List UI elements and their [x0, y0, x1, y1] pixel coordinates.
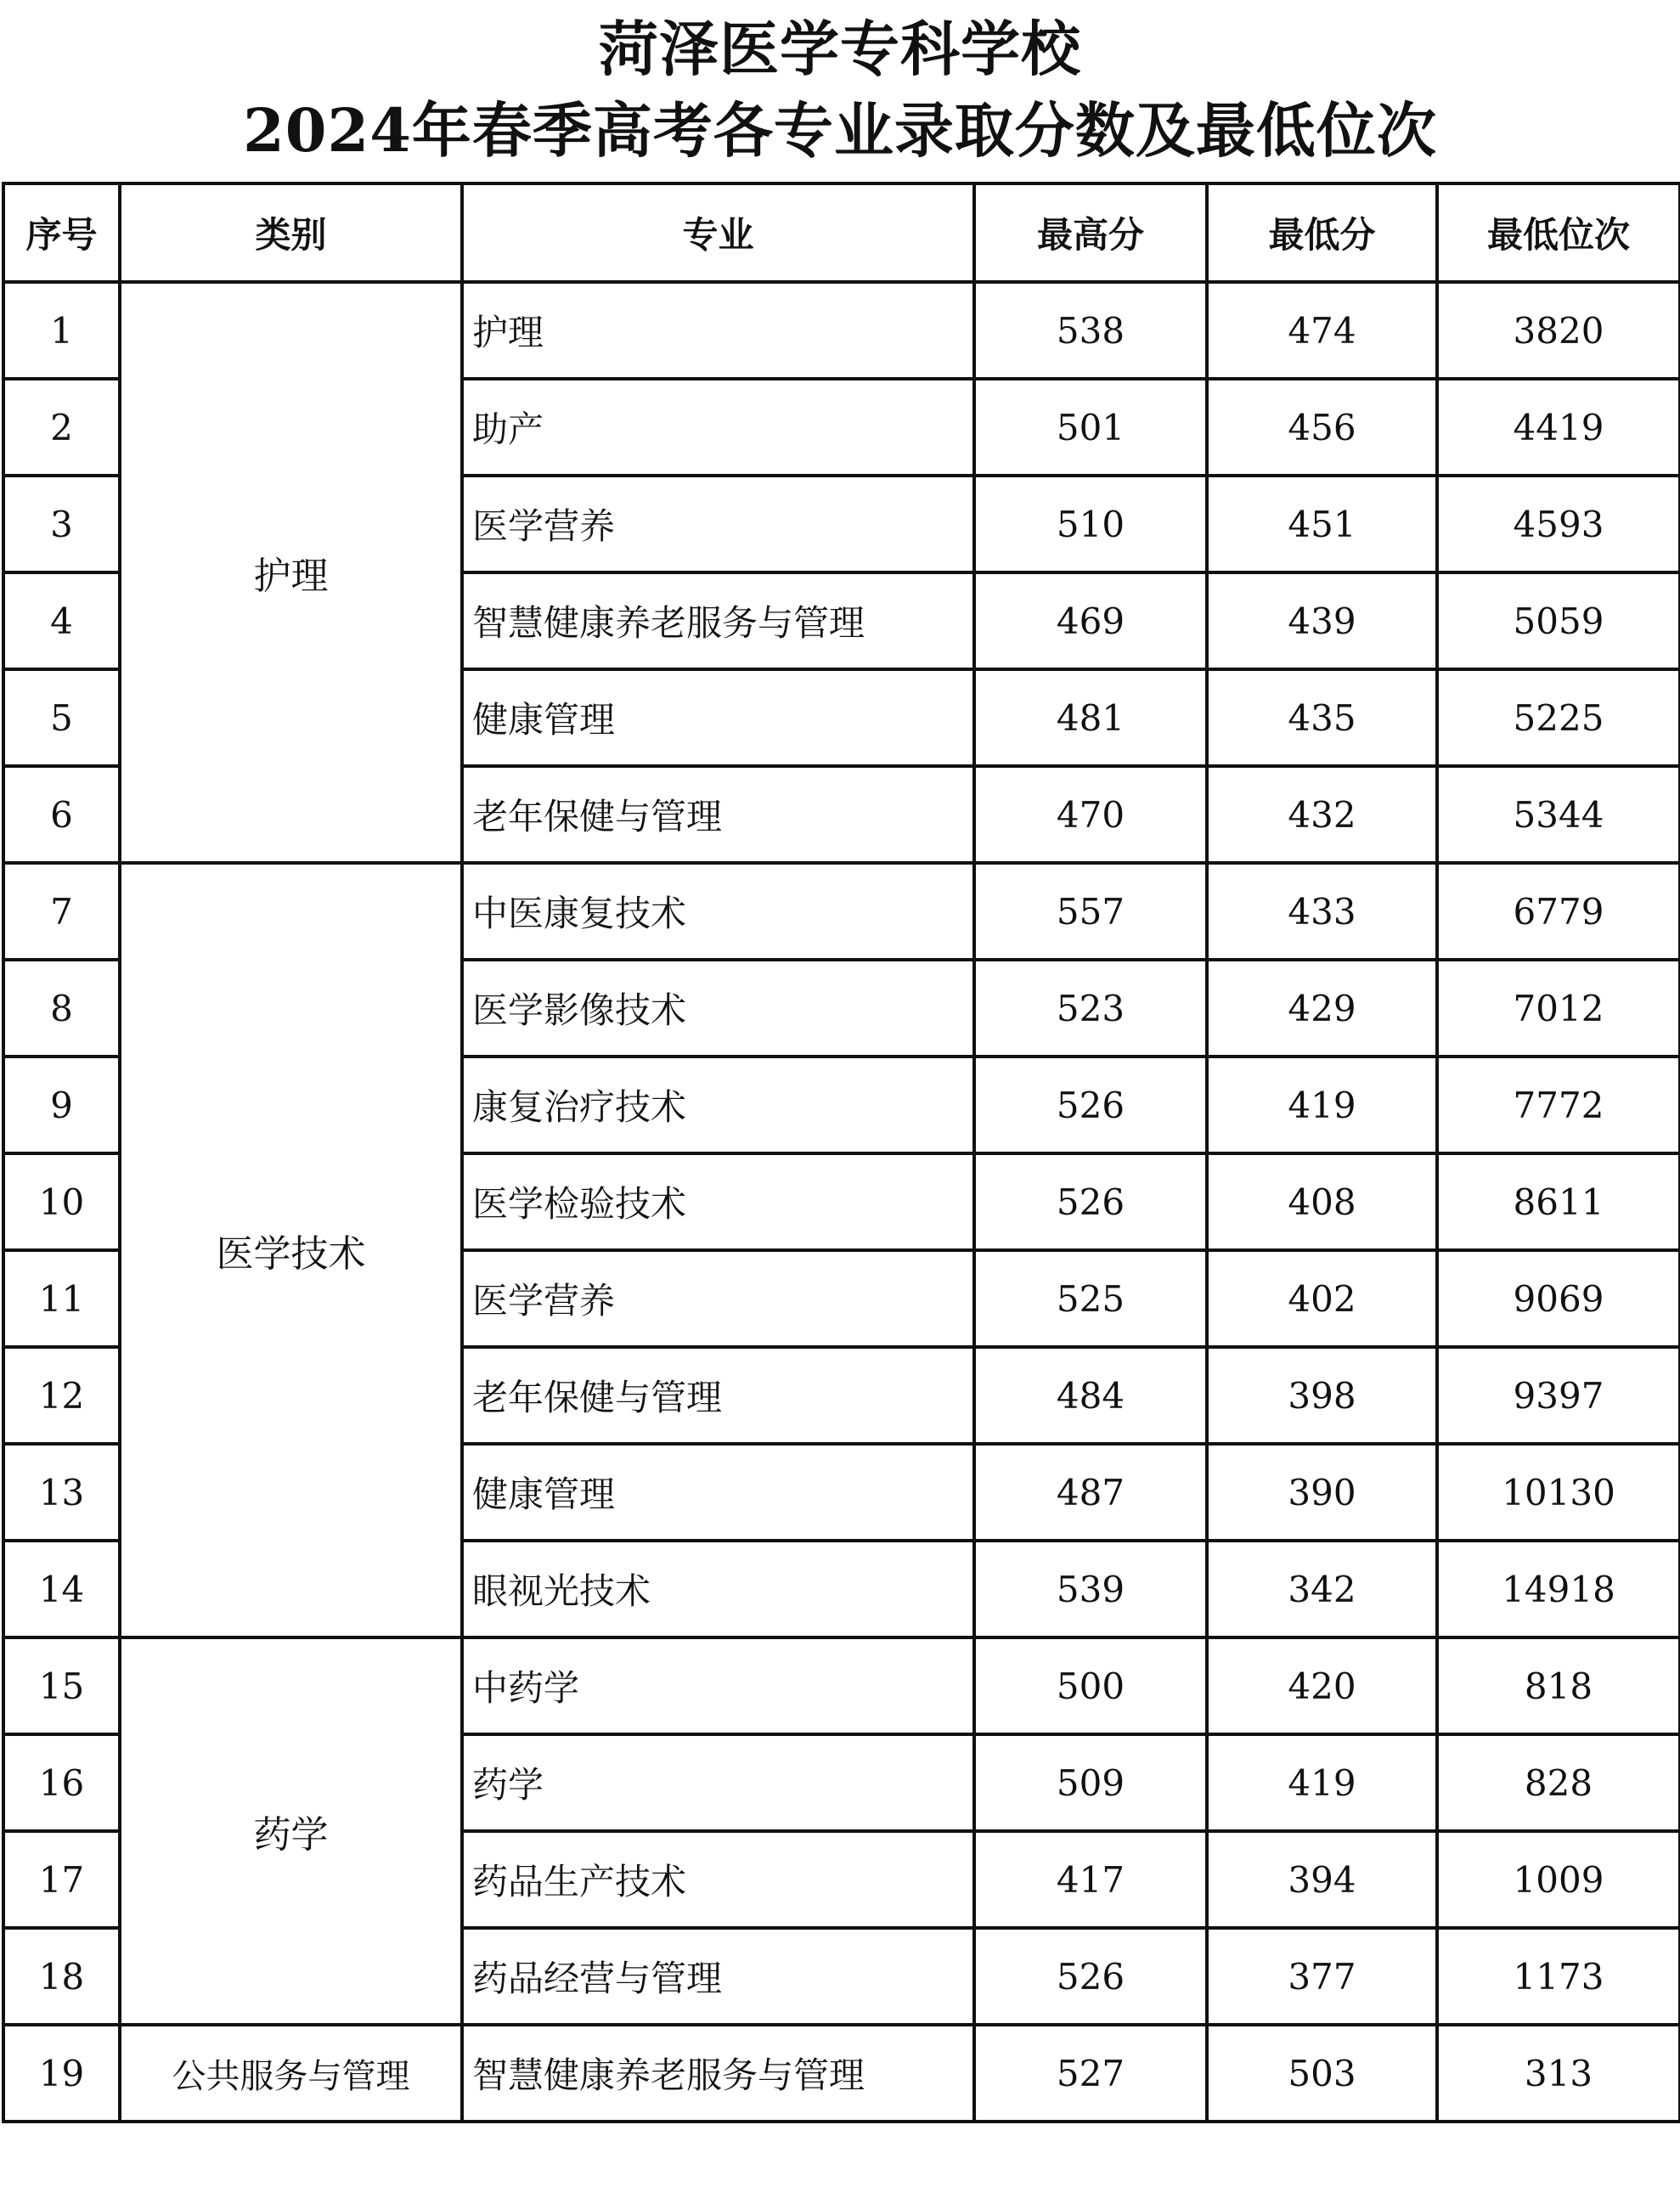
cell-min-score: 420: [1207, 1637, 1437, 1734]
cell-max-score: 510: [974, 476, 1207, 572]
column-header-major: 专业: [462, 183, 974, 282]
cell-max-score: 509: [974, 1734, 1207, 1831]
header-row: [3, 183, 1680, 282]
cell-index: 13: [3, 1444, 120, 1541]
cell-index: 6: [3, 766, 120, 863]
table-row: [3, 282, 1680, 379]
cell-major: 康复治疗技术: [462, 1057, 974, 1153]
cell-min-score: 433: [1207, 863, 1437, 960]
cell-major: 药品生产技术: [462, 1831, 974, 1928]
cell-max-score: 484: [974, 1347, 1207, 1444]
cell-major: 医学检验技术: [462, 1153, 974, 1250]
cell-min-rank: 828: [1437, 1734, 1680, 1831]
cell-index: 1: [3, 282, 120, 379]
cell-max-score: 500: [974, 1637, 1207, 1734]
cell-min-score: 503: [1207, 2025, 1437, 2122]
column-header-index: 序号: [3, 183, 120, 282]
cell-max-score: 525: [974, 1250, 1207, 1347]
column-header-min-score: 最低分: [1207, 183, 1437, 282]
cell-major: 健康管理: [462, 669, 974, 766]
cell-min-score: 451: [1207, 476, 1437, 572]
cell-category: 医学技术: [120, 863, 462, 1637]
cell-major: 医学影像技术: [462, 960, 974, 1057]
cell-index: 8: [3, 960, 120, 1057]
cell-max-score: 469: [974, 572, 1207, 669]
cell-category: 药学: [120, 1637, 462, 2025]
cell-min-rank: 818: [1437, 1637, 1680, 1734]
cell-index: 5: [3, 669, 120, 766]
cell-min-rank: 7012: [1437, 960, 1680, 1057]
cell-min-rank: 1173: [1437, 1928, 1680, 2025]
cell-min-rank: 1009: [1437, 1831, 1680, 1928]
cell-major: 智慧健康养老服务与管理: [462, 572, 974, 669]
cell-min-rank: 5344: [1437, 766, 1680, 863]
cell-index: 14: [3, 1541, 120, 1637]
cell-min-score: 342: [1207, 1541, 1437, 1637]
cell-min-rank: 9397: [1437, 1347, 1680, 1444]
cell-min-score: 394: [1207, 1831, 1437, 1928]
cell-category: 公共服务与管理: [120, 2025, 462, 2122]
page-header: [0, 0, 1680, 183]
cell-min-rank: 9069: [1437, 1250, 1680, 1347]
cell-min-score: 398: [1207, 1347, 1437, 1444]
cell-min-rank: 3820: [1437, 282, 1680, 379]
cell-max-score: 557: [974, 863, 1207, 960]
cell-major: 药学: [462, 1734, 974, 1831]
document-title: 2024年春季高考各专业录取分数及最低位次: [243, 95, 1437, 166]
admission-scores-table: [2, 182, 1680, 2123]
cell-min-rank: 5059: [1437, 572, 1680, 669]
cell-major: 医学营养: [462, 476, 974, 572]
cell-max-score: 539: [974, 1541, 1207, 1637]
cell-min-rank: 7772: [1437, 1057, 1680, 1153]
cell-index: 3: [3, 476, 120, 572]
cell-index: 7: [3, 863, 120, 960]
cell-max-score: 470: [974, 766, 1207, 863]
cell-index: 11: [3, 1250, 120, 1347]
cell-max-score: 526: [974, 1928, 1207, 2025]
cell-max-score: 527: [974, 2025, 1207, 2122]
cell-major: 眼视光技术: [462, 1541, 974, 1637]
cell-index: 4: [3, 572, 120, 669]
cell-index: 10: [3, 1153, 120, 1250]
cell-index: 12: [3, 1347, 120, 1444]
table-row: [3, 863, 1680, 960]
cell-major: 医学营养: [462, 1250, 974, 1347]
cell-index: 9: [3, 1057, 120, 1153]
cell-index: 17: [3, 1831, 120, 1928]
cell-major: 健康管理: [462, 1444, 974, 1541]
cell-max-score: 481: [974, 669, 1207, 766]
cell-index: 16: [3, 1734, 120, 1831]
cell-min-rank: 5225: [1437, 669, 1680, 766]
cell-max-score: 501: [974, 379, 1207, 476]
table-row: [3, 2025, 1680, 2122]
cell-min-score: 474: [1207, 282, 1437, 379]
cell-min-score: 419: [1207, 1734, 1437, 1831]
cell-min-score: 408: [1207, 1153, 1437, 1250]
cell-max-score: 417: [974, 1831, 1207, 1928]
cell-major: 助产: [462, 379, 974, 476]
cell-min-rank: 8611: [1437, 1153, 1680, 1250]
cell-max-score: 526: [974, 1057, 1207, 1153]
column-header-max-score: 最高分: [974, 183, 1207, 282]
cell-max-score: 538: [974, 282, 1207, 379]
cell-min-score: 456: [1207, 379, 1437, 476]
cell-index: 18: [3, 1928, 120, 2025]
table-body: [3, 282, 1680, 2122]
cell-min-rank: 4419: [1437, 379, 1680, 476]
cell-category: 护理: [120, 282, 462, 863]
cell-major: 老年保健与管理: [462, 1347, 974, 1444]
cell-major: 老年保健与管理: [462, 766, 974, 863]
cell-min-score: 390: [1207, 1444, 1437, 1541]
cell-min-score: 435: [1207, 669, 1437, 766]
cell-major: 中药学: [462, 1637, 974, 1734]
cell-min-score: 429: [1207, 960, 1437, 1057]
cell-min-score: 419: [1207, 1057, 1437, 1153]
cell-min-score: 377: [1207, 1928, 1437, 2025]
column-header-category: 类别: [120, 183, 462, 282]
cell-max-score: 526: [974, 1153, 1207, 1250]
cell-min-score: 439: [1207, 572, 1437, 669]
cell-max-score: 487: [974, 1444, 1207, 1541]
cell-major: 智慧健康养老服务与管理: [462, 2025, 974, 2122]
cell-min-rank: 4593: [1437, 476, 1680, 572]
cell-min-rank: 14918: [1437, 1541, 1680, 1637]
cell-index: 15: [3, 1637, 120, 1734]
cell-index: 2: [3, 379, 120, 476]
table-row: [3, 1637, 1680, 1734]
cell-major: 药品经营与管理: [462, 1928, 974, 2025]
cell-max-score: 523: [974, 960, 1207, 1057]
cell-major: 护理: [462, 282, 974, 379]
cell-min-rank: 10130: [1437, 1444, 1680, 1541]
cell-min-rank: 313: [1437, 2025, 1680, 2122]
cell-min-score: 432: [1207, 766, 1437, 863]
column-header-min-rank: 最低位次: [1437, 183, 1680, 282]
cell-min-rank: 6779: [1437, 863, 1680, 960]
cell-major: 中医康复技术: [462, 863, 974, 960]
school-title: 菏泽医学专科学校: [599, 14, 1081, 84]
cell-index: 19: [3, 2025, 120, 2122]
cell-min-score: 402: [1207, 1250, 1437, 1347]
